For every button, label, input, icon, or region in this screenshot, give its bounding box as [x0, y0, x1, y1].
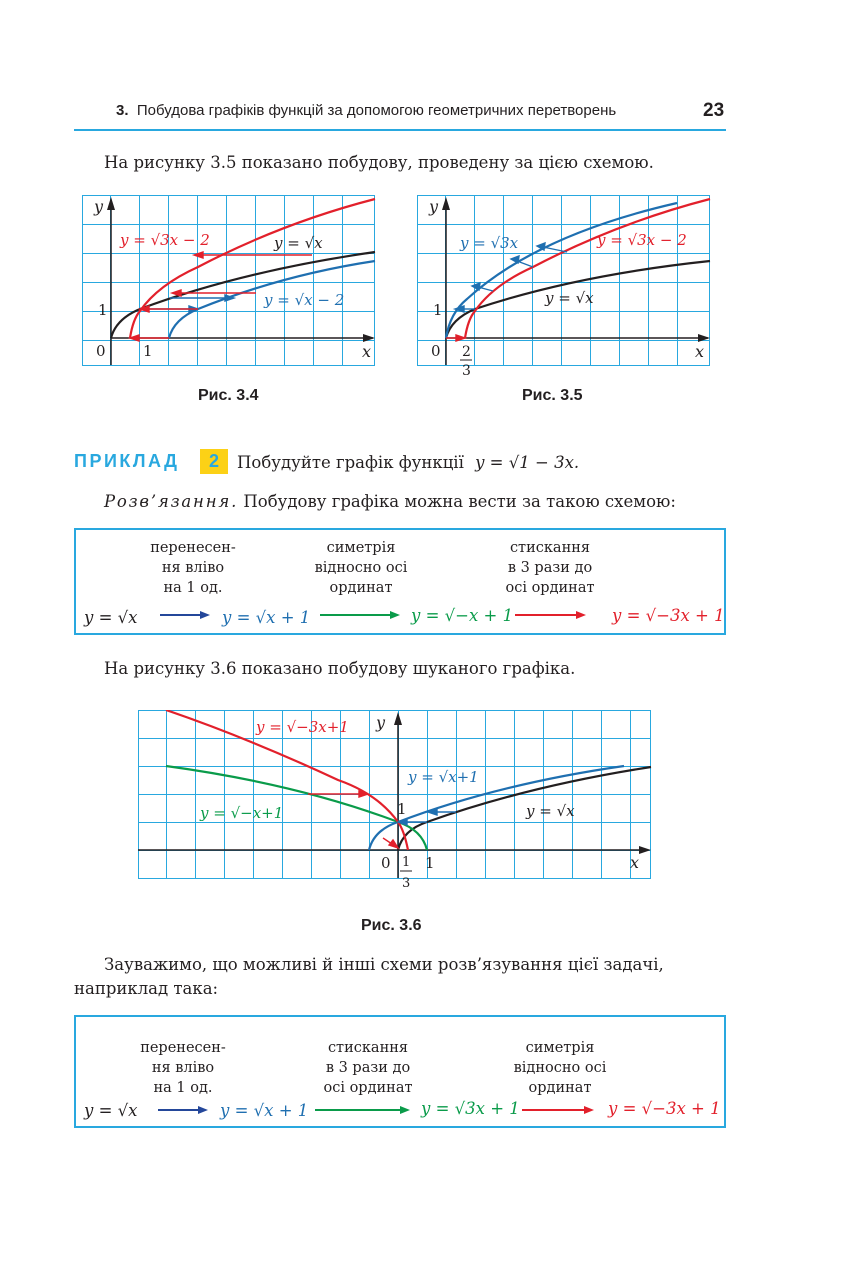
example-label: ПРИКЛАД	[74, 451, 180, 471]
example-number: 2	[200, 449, 228, 474]
fraction-numerator: 1	[402, 855, 411, 870]
scheme2-step3	[485, 1038, 635, 1098]
scheme1-step3	[475, 538, 625, 598]
arrow-green-head	[400, 1106, 410, 1114]
scheme2-formula-1: y = √x	[84, 1101, 138, 1120]
step-line: в 3 рази до	[325, 1060, 411, 1076]
arrow-red-head	[576, 611, 586, 619]
fraction-numerator: 2	[462, 344, 471, 360]
section-number: 3.	[116, 102, 129, 119]
arrow-blue-head	[200, 611, 210, 619]
red-arrows	[308, 791, 398, 848]
scheme2-arrows	[148, 1100, 608, 1120]
step-line: стискання	[509, 540, 591, 556]
example-task-formula: y = √1 − 3x.	[475, 453, 580, 472]
step-line: стискання	[327, 1040, 409, 1056]
intro-paragraph: На рисунку 3.5 показано побудову, проведену за цією схемою.	[104, 153, 654, 172]
step-line: ординат	[329, 580, 393, 596]
scheme1-arrows	[150, 605, 590, 625]
scheme2-step1	[108, 1038, 258, 1098]
grid	[138, 710, 651, 879]
scheme2-step2	[293, 1038, 443, 1098]
step-line: відносно осі	[314, 560, 408, 576]
scheme2-formula-4: y = √−3x + 1	[608, 1099, 721, 1118]
y-one-label: 1	[98, 301, 108, 319]
label-blue-function: y = √x − 2	[264, 291, 345, 309]
y-axis-arrow	[442, 197, 450, 210]
origin-label: 0	[431, 342, 441, 360]
x-axis-arrow	[639, 846, 651, 854]
step-line: на 1 од.	[153, 1080, 213, 1096]
scheme1-step1	[118, 538, 268, 598]
figure-3-4	[82, 195, 378, 367]
step-line: осі ординат	[323, 1080, 413, 1096]
label-green-function: y = √−x+1	[200, 804, 284, 822]
paragraph-note-line1: Зауважимо, що можливі й інші схеми розв’язування цієї задачі,	[104, 955, 664, 974]
y-axis-label: y	[429, 197, 439, 216]
x-one-label: 1	[425, 854, 435, 872]
label-blue-function: y = √x+1	[408, 768, 479, 786]
scheme1-formula-4: y = √−3x + 1	[612, 606, 725, 625]
x-axis-label: x	[630, 853, 640, 872]
header-rule	[74, 129, 726, 131]
caption-3-5: Рис. 3.5	[522, 387, 583, 404]
label-blue-function: y = √3x	[460, 234, 519, 252]
paragraph-fig36: На рисунку 3.6 показано побудову шуканого графіка.	[104, 659, 576, 678]
section-title: Побудова графіків функцій за допомогою геометричних перетворень	[136, 102, 617, 119]
scheme1-formula-3: y = √−x + 1	[411, 606, 514, 625]
fraction-denominator: 3	[402, 876, 411, 891]
x-axis-label: x	[695, 342, 705, 361]
origin-label: 0	[96, 342, 106, 360]
curve-sqrt-3x-minus-2	[465, 199, 710, 338]
y-one-label: 1	[433, 301, 443, 319]
scheme1-step2	[286, 538, 436, 598]
step-line: перенесен-	[150, 540, 236, 556]
running-header	[116, 102, 616, 119]
step-line: перенесен-	[140, 1040, 226, 1056]
step-line: симетрія	[525, 1040, 595, 1056]
paragraph-note-line2: наприклад така:	[74, 979, 219, 998]
arrow-blue-head	[198, 1106, 208, 1114]
caption-3-4: Рис. 3.4	[198, 387, 259, 404]
x-one-label: 1	[143, 342, 153, 360]
solution-text: Побудову графіка можна вести за такою схемою:	[238, 492, 676, 511]
solution-paragraph	[104, 490, 676, 514]
page-number: 23	[703, 100, 725, 121]
example-task	[237, 451, 579, 475]
label-black-function: y = √x	[526, 802, 575, 820]
step-line: ня вліво	[151, 1060, 215, 1076]
scheme2-formula-2: y = √x + 1	[220, 1101, 309, 1120]
figure-3-5	[417, 195, 712, 380]
figure-3-6	[138, 710, 653, 898]
step-line: симетрія	[326, 540, 396, 556]
scheme2-formula-3: y = √3x + 1	[421, 1099, 520, 1118]
solution-lead: Розв’язання.	[104, 492, 239, 511]
x-axis-label: x	[362, 342, 372, 361]
label-red-function: y = √−3x+1	[256, 718, 349, 736]
caption-3-6: Рис. 3.6	[361, 917, 422, 934]
y-axis-label: y	[376, 713, 386, 732]
y-axis-label: y	[94, 197, 104, 216]
scheme1-formula-2: y = √x + 1	[222, 608, 311, 627]
arrow-green-head	[390, 611, 400, 619]
step-line: ня вліво	[161, 560, 225, 576]
label-black-function: y = √x	[274, 234, 323, 252]
scheme1-formula-1: y = √x	[84, 608, 138, 627]
step-line: в 3 рази до	[507, 560, 593, 576]
y-one-label: 1	[397, 800, 407, 818]
example-task-text: Побудуйте графік функції	[237, 453, 464, 472]
step-line: ординат	[528, 1080, 592, 1096]
label-red-function: y = √3x − 2	[597, 231, 687, 249]
arrow-red-head	[584, 1106, 594, 1114]
label-red-function: y = √3x − 2	[120, 231, 210, 249]
step-line: відносно осі	[513, 1060, 607, 1076]
label-black-function: y = √x	[545, 289, 594, 307]
y-axis-arrow	[107, 197, 115, 210]
grid	[417, 195, 710, 366]
y-axis-arrow	[394, 712, 402, 725]
step-line: осі ординат	[505, 580, 595, 596]
origin-label: 0	[381, 854, 391, 872]
step-line: на 1 од.	[163, 580, 223, 596]
fraction-denominator: 3	[462, 363, 471, 379]
